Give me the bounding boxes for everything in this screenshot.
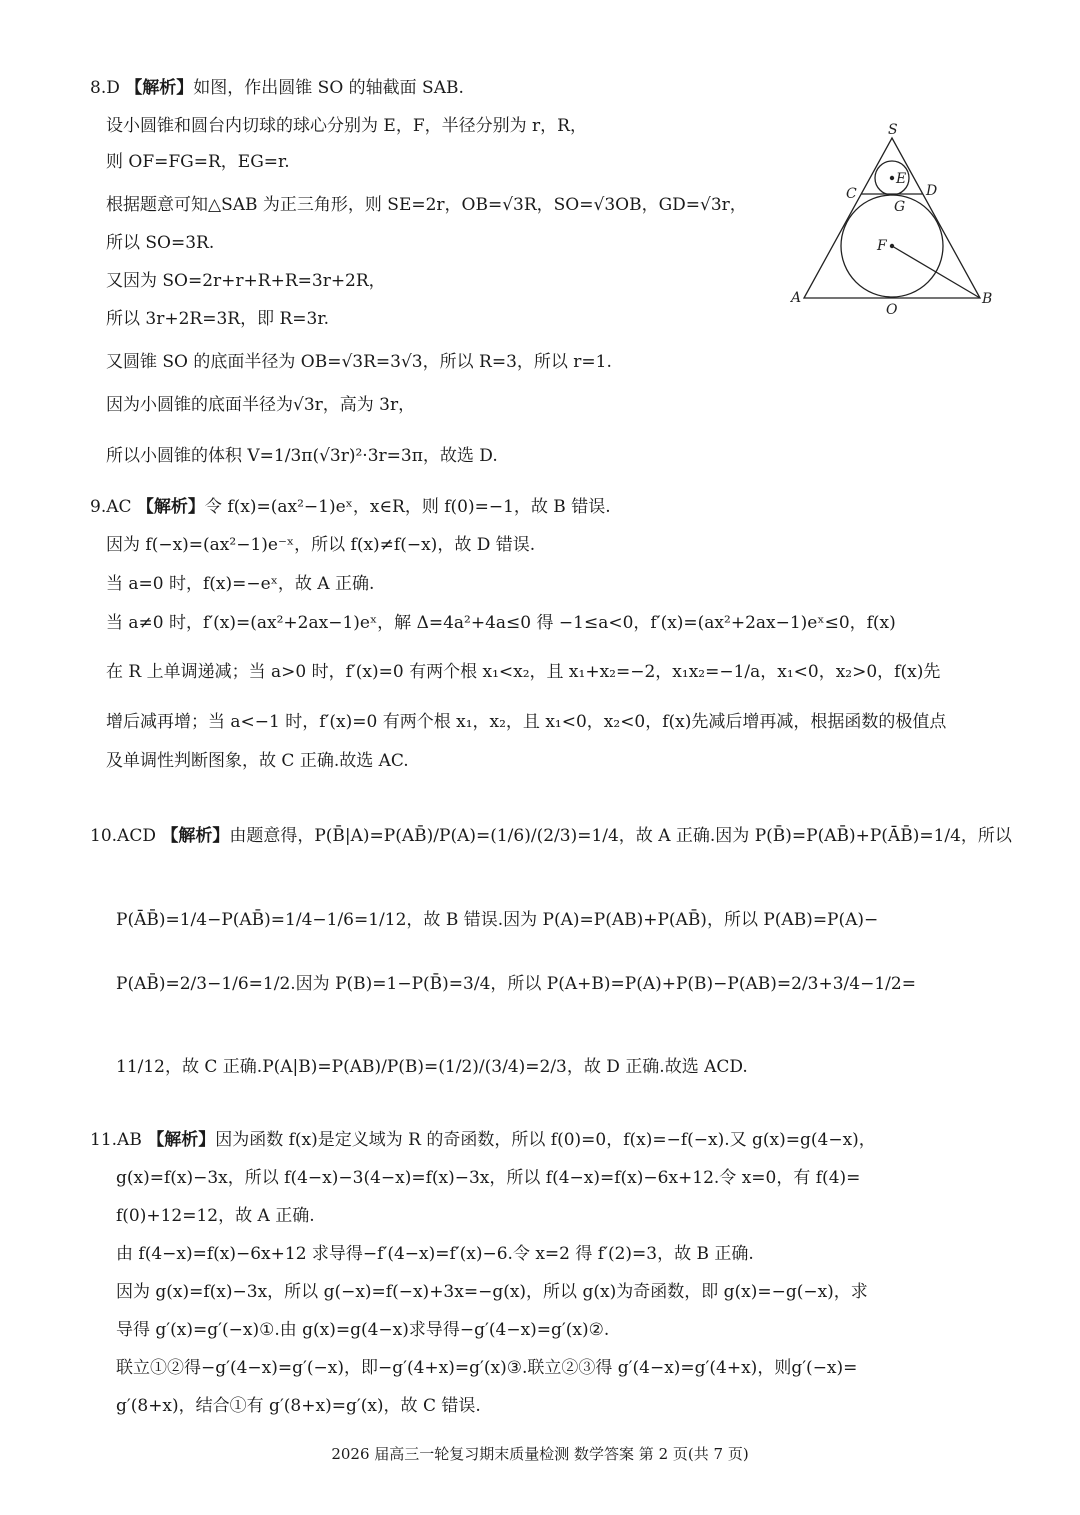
point-e [890, 176, 894, 180]
page-footer: 2026 届高三一轮复习期末质量检测 数学答案 第 2 页(共 7 页) [331, 1445, 749, 1463]
q8-line: 根据题意可知△SAB 为正三角形，则 SE=2r，OB=√3R，SO=√3OB，GD=√3r， [106, 195, 747, 215]
q11-line: 导得 g′(x)=g′(−x)①.由 g(x)=g(4−x)求导得−g′(4−x)=g′(x)②. [116, 1320, 610, 1340]
label-e: E [896, 171, 907, 187]
q8-line: 所以 SO=3R. [106, 233, 215, 253]
q8-line: 又因为 SO=2r+r+R+R=3r+2R， [106, 271, 386, 291]
q11-line: 由 f(4−x)=f(x)−6x+12 求导得−f′(4−x)=f′(x)−6.令 x=2 得 f′(2)=3，故 B 正确. [116, 1244, 754, 1264]
q10-line: P(ĀB̄)=1/4−P(AB̄)=1/4−1/6=1/12，故 B 错误.因为 P(A)=P(AB)+P(AB̄)，所以 P(AB)=P(A)− [116, 910, 879, 930]
q11-line: 联立①②得−g′(4−x)=g′(−x)，即−g′(4+x)=g′(x)③.联立②③得 g′(4−x)=g′(4+x)，则g′(−x)= [116, 1358, 858, 1378]
point-f [890, 244, 894, 248]
label-d: D [926, 183, 938, 199]
q10-line: 10.ACD 【解析】由题意得，P(B̄|A)=P(AB̄)/P(A)=(1/6)/(2/3)=1/4，故 A 正确.因为 P(B̄)=P(AB̄)+P(ĀB̄)=1/4，所以 [90, 826, 1012, 846]
q11-line: g(x)=f(x)−3x，所以 f(4−x)−3(4−x)=f(x)−3x，所以 f(4−x)=f(x)−6x+12.令 x=0，有 f(4)= [116, 1168, 861, 1188]
q10-line: 11/12，故 C 正确.P(A|B)=P(AB)/P(B)=(1/2)/(3/4)=2/3，故 D 正确.故选 ACD. [116, 1057, 748, 1077]
q8-line: 所以小圆锥的体积 V=1/3π(√3r)²·3r=3π，故选 D. [106, 446, 498, 466]
label-s: S [888, 122, 898, 138]
label-f: F [877, 238, 887, 254]
q11-line: 11.AB 【解析】因为函数 f(x)是定义域为 R 的奇函数，所以 f(0)=0，f(x)=−f(−x).又 g(x)=g(4−x)， [90, 1130, 876, 1150]
label-a: A [791, 290, 802, 306]
q8-line: 所以 3r+2R=3R，即 R=3r. [106, 309, 329, 329]
triangle-sab [804, 138, 980, 298]
cone-cross-section-figure [786, 122, 996, 318]
q9-line: 增后减再增；当 a<−1 时，f′(x)=0 有两个根 x₁，x₂，且 x₁<0，x₂<0，f(x)先减后增再减，根据函数的极值点 [106, 712, 947, 732]
q8-line: 因为小圆锥的底面半径为√3r，高为 3r， [106, 395, 416, 415]
q9-line: 因为 f(−x)=(ax²−1)e⁻ˣ，所以 f(x)≠f(−x)，故 D 错误. [106, 535, 536, 555]
q8-line: 8.D 【解析】如图，作出圆锥 SO 的轴截面 SAB. [90, 78, 464, 98]
q9-line: 当 a≠0 时，f′(x)=(ax²+2ax−1)eˣ，解 Δ=4a²+4a≤0 得 −1≤a<0，f′(x)=(ax²+2ax−1)eˣ≤0，f(x) [106, 613, 896, 633]
q11-line: 因为 g(x)=f(x)−3x，所以 g(−x)=f(−x)+3x=−g(x)，所以 g(x)为奇函数，即 g(x)=−g(−x)，求 [116, 1282, 868, 1302]
label-o: O [886, 302, 898, 318]
q9-line: 在 R 上单调递减；当 a>0 时，f′(x)=0 有两个根 x₁<x₂，且 x₁+x₂=−2，x₁x₂=−1/a，x₁<0，x₂>0，f(x)先 [106, 662, 941, 682]
q9-line: 及单调性判断图象，故 C 正确.故选 AC. [106, 751, 409, 771]
q11-line: f(0)+12=12，故 A 正确. [116, 1206, 315, 1226]
q8-line: 又圆锥 SO 的底面半径为 OB=√3R=3√3，所以 R=3，所以 r=1. [106, 352, 612, 372]
radius-fb [892, 246, 980, 298]
label-b: B [982, 291, 993, 307]
label-g: G [894, 199, 906, 215]
q10-line: P(AB̄)=2/3−1/6=1/2.因为 P(B)=1−P(B̄)=3/4，所以 P(A+B)=P(A)+P(B)−P(AB)=2/3+3/4−1/2= [116, 974, 916, 994]
q8-line: 设小圆锥和圆台内切球的球心分别为 E，F，半径分别为 r，R， [106, 116, 587, 136]
label-c: C [846, 186, 857, 202]
q11-line: g′(8+x)，结合①有 g′(8+x)=g′(x)，故 C 错误. [116, 1396, 481, 1416]
q8-line: 则 OF=FG=R，EG=r. [106, 152, 290, 172]
q9-line: 当 a=0 时，f(x)=−eˣ，故 A 正确. [106, 574, 375, 594]
q9-line: 9.AC 【解析】令 f(x)=(ax²−1)eˣ，x∈R，则 f(0)=−1，故 B 错误. [90, 497, 611, 517]
